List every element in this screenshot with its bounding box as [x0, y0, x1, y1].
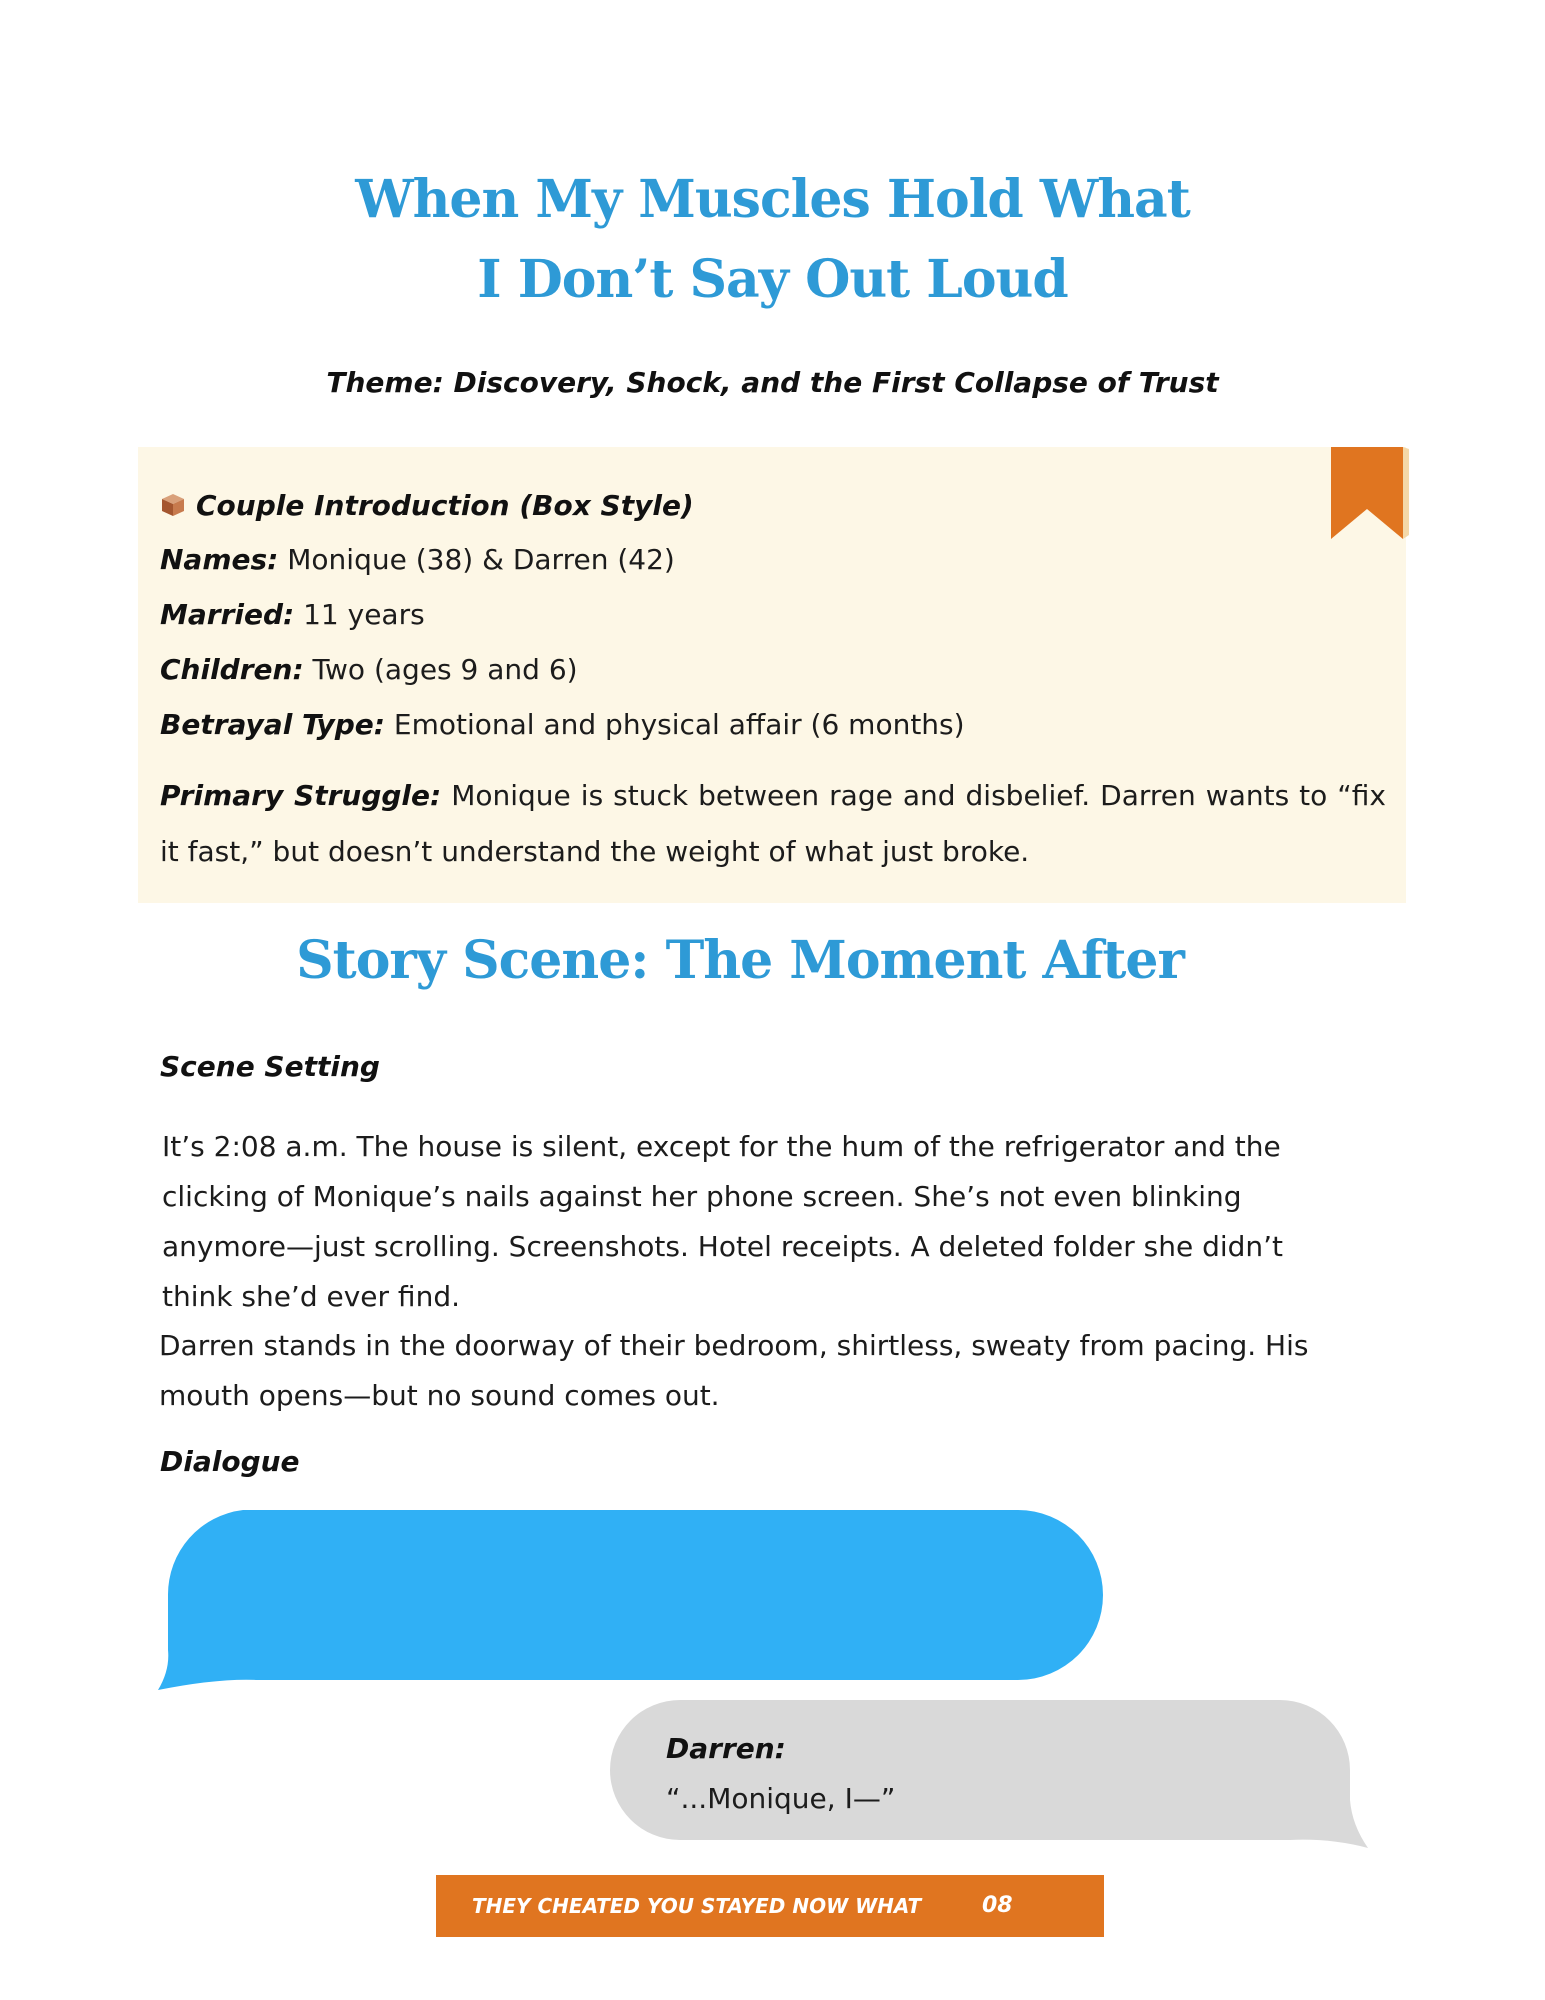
setting-line: clicking of Monique’s nails against her phone screen. She’s not even blinking	[162, 1180, 1242, 1213]
page-title-line-1: When My Muscles Hold What	[355, 169, 1190, 230]
page-number: 08	[982, 1893, 1013, 1918]
page-title	[0, 160, 1545, 320]
setting-line: It’s 2:08 a.m. The house is silent, except for the hum of the refrigerator and the	[162, 1130, 1281, 1163]
setting-line: Darren stands in the doorway of their bedroom, shirtless, sweaty from pacing. His	[159, 1329, 1309, 1362]
speech-bubble-blue	[158, 1510, 1103, 1690]
struggle-label: Primary Struggle:	[160, 779, 442, 812]
betrayal-label: Betrayal Type:	[160, 708, 385, 741]
dialogue-speaker: Darren:	[666, 1732, 786, 1765]
intro-married	[160, 595, 425, 635]
setting-line: mouth opens—but no sound comes out.	[159, 1379, 720, 1412]
setting-line: anymore—just scrolling. Screenshots. Hotel receipts. A deleted folder she didn’t	[162, 1230, 1284, 1263]
children-value: Two (ages 9 and 6)	[303, 653, 578, 686]
intro-primary-struggle	[160, 768, 1386, 880]
speech-bubble-gray	[610, 1700, 1368, 1848]
intro-heading-text: Couple Introduction (Box Style)	[196, 489, 694, 522]
page-title-line-2: I Don’t Say Out Loud	[477, 249, 1068, 310]
intro-betrayal-type	[160, 705, 965, 745]
footer-bar	[436, 1875, 1104, 1937]
story-section-title: Story Scene: The Moment After	[296, 930, 1184, 991]
bookmark-ribbon-icon	[1331, 447, 1409, 539]
package-icon	[160, 492, 186, 518]
scene-setting-heading: Scene Setting	[160, 1050, 380, 1083]
scene-setting-paragraph	[162, 1122, 1283, 1322]
theme-line	[0, 366, 1545, 399]
betrayal-value: Emotional and physical affair (6 months)	[385, 708, 965, 741]
scene-setting-paragraph-2	[159, 1321, 1308, 1421]
names-value: Monique (38) & Darren (42)	[278, 543, 675, 576]
dialogue-speech: “...Monique, I—”	[666, 1782, 896, 1815]
intro-names	[160, 540, 675, 580]
footer-book-title: THEY CHEATED YOU STAYED NOW WHAT	[472, 1894, 922, 1918]
struggle-value: Monique is stuck between rage and disbelief. Darren wants to “fix it fast,” but doesn’t understand the weight of what just broke.	[160, 779, 1386, 868]
married-value: 11 years	[294, 598, 425, 631]
intro-heading	[160, 486, 694, 526]
intro-children	[160, 650, 578, 690]
theme-text: Discovery, Shock, and the First Collapse of Trust	[443, 366, 1219, 399]
setting-line: think she’d ever find.	[162, 1280, 460, 1313]
children-label: Children:	[160, 653, 304, 686]
theme-label: Theme:	[326, 366, 444, 399]
dialogue-heading: Dialogue	[160, 1445, 300, 1478]
names-label: Names:	[160, 543, 279, 576]
married-label: Married:	[160, 598, 295, 631]
